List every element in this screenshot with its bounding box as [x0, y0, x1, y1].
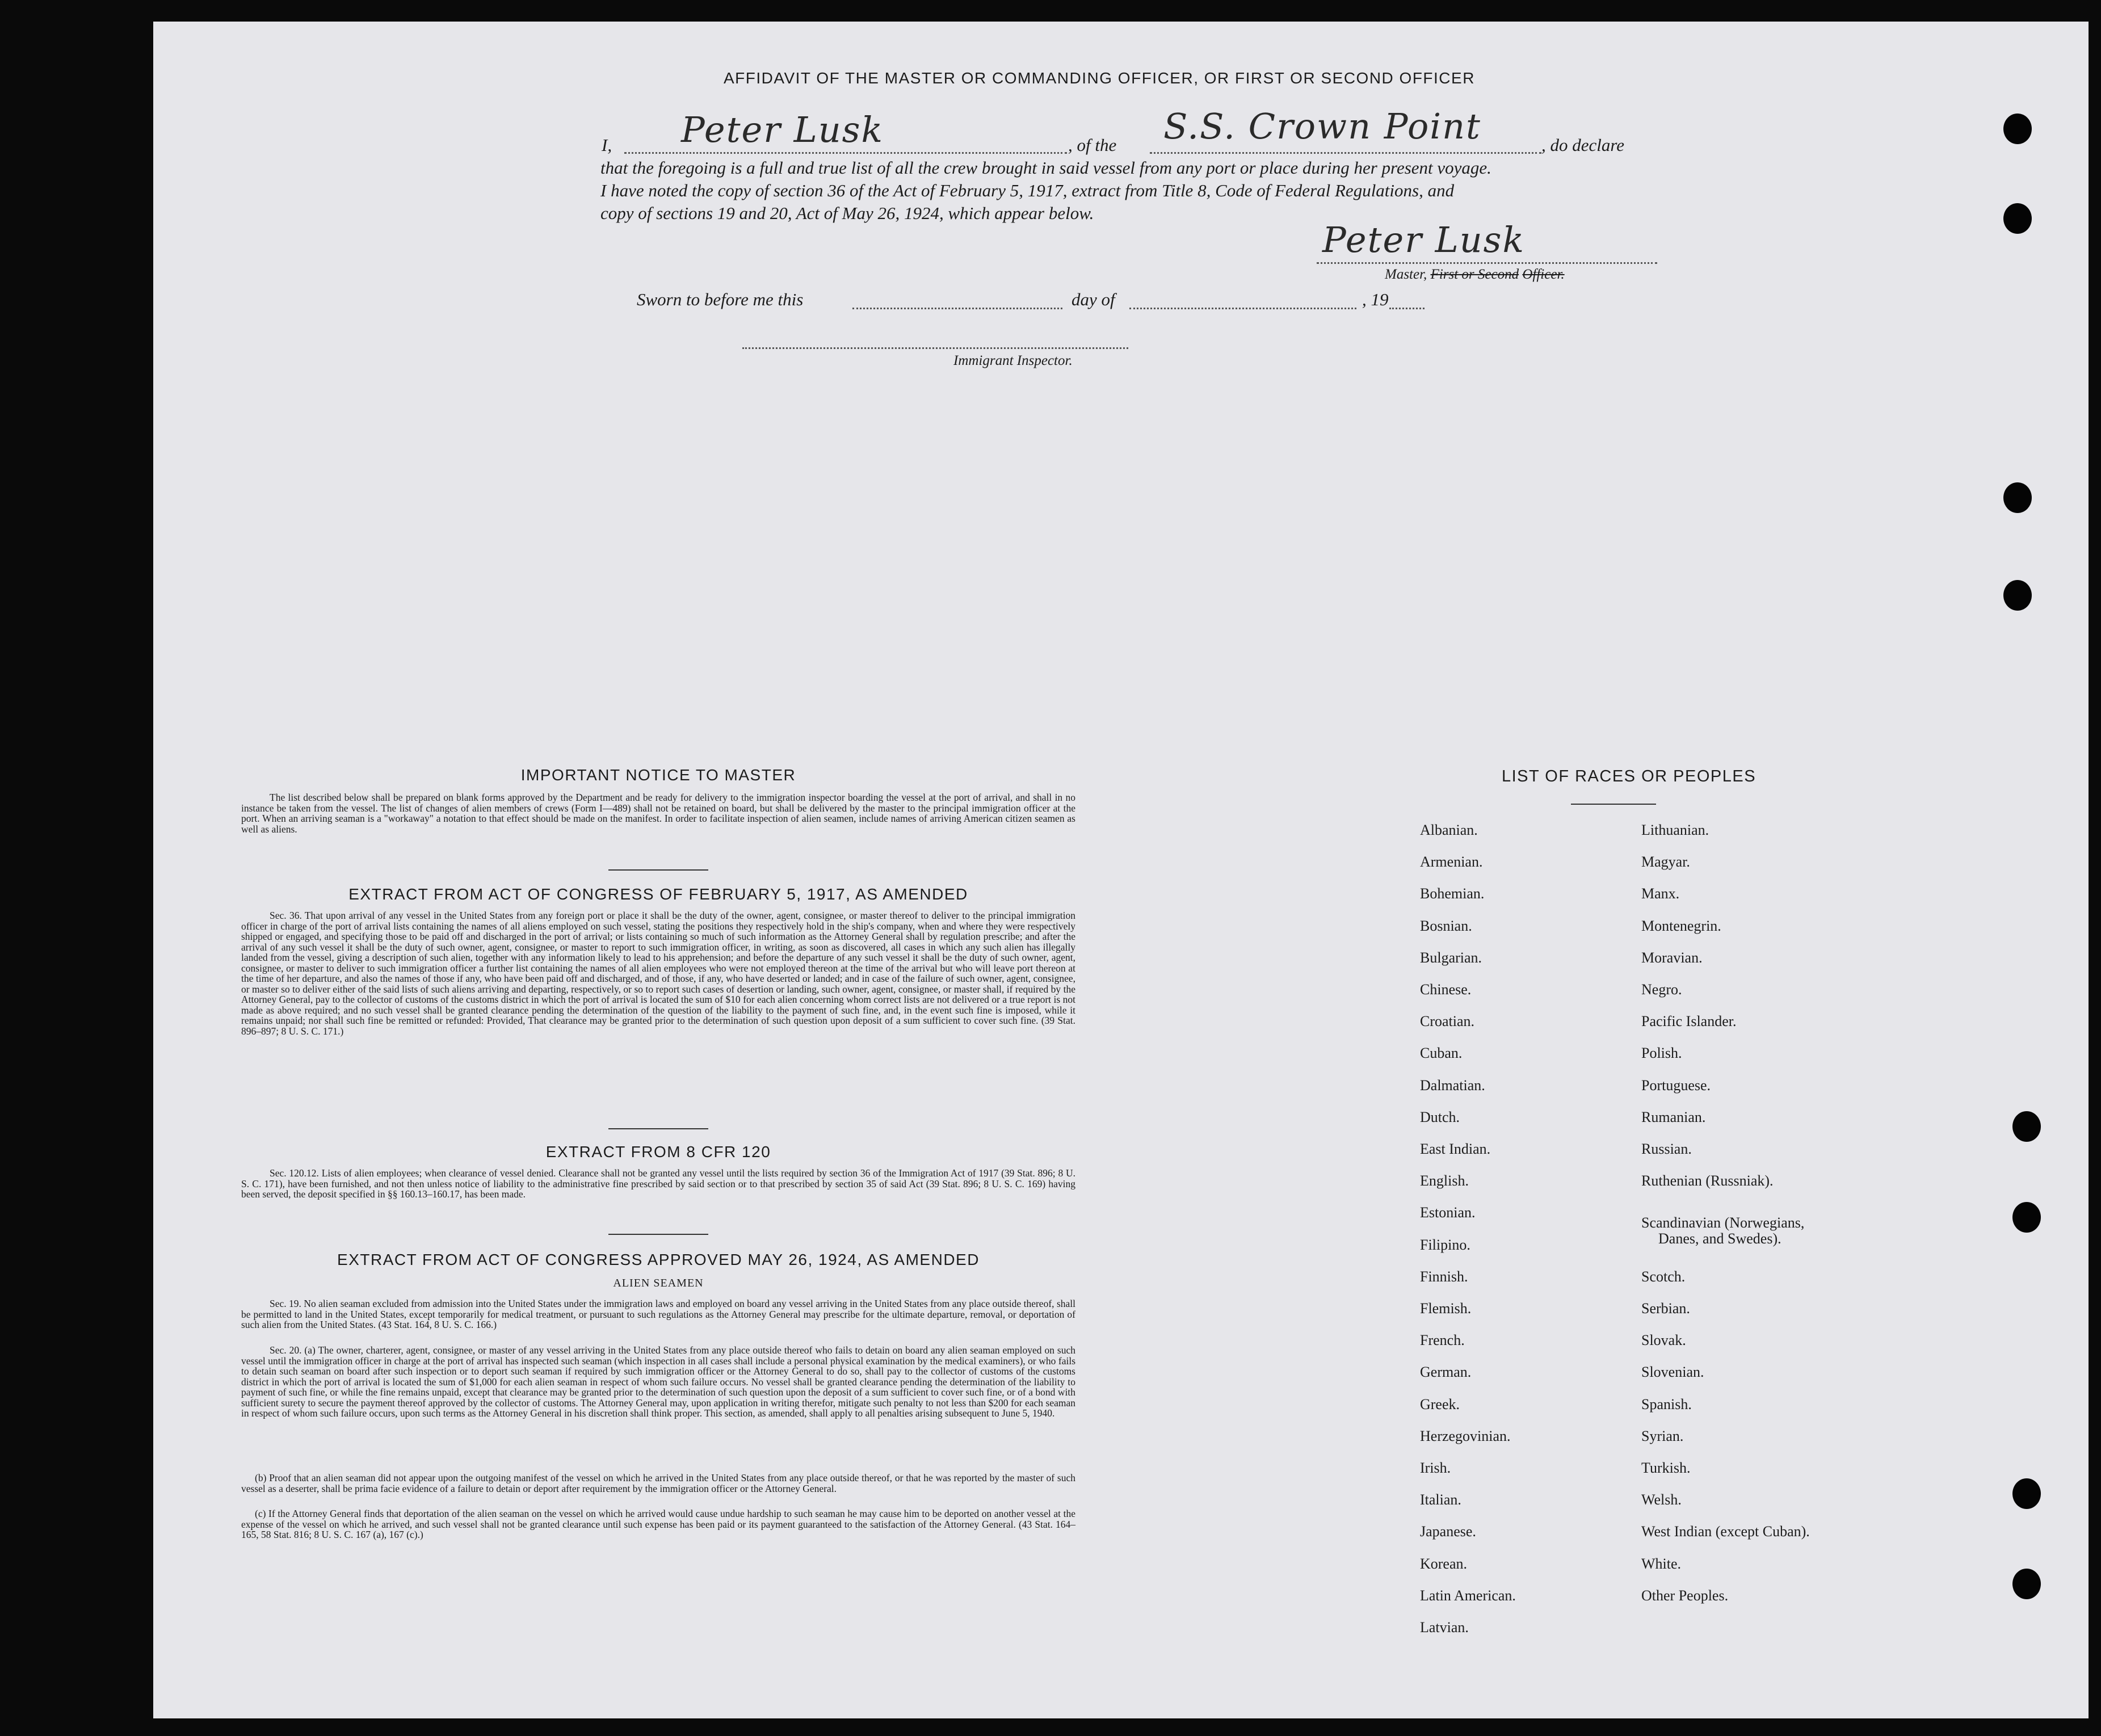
act-1924-heading: EXTRACT FROM ACT OF CONGRESS APPROVED MAY 26, 1924, AS AMENDED: [337, 1251, 980, 1268]
races-title: LIST OF RACES OR PEOPLES: [1502, 767, 1757, 785]
race-item: Italian.: [1420, 1491, 1461, 1508]
race-item: Estonian.: [1420, 1204, 1476, 1221]
divider: [608, 869, 708, 871]
race-item: West Indian (except Cuban).: [1641, 1523, 1810, 1540]
race-item: Other Peoples.: [1641, 1587, 1729, 1604]
race-item: Chinese.: [1420, 981, 1472, 998]
do-declare-text: , do declare: [1541, 135, 1625, 155]
notice-heading: IMPORTANT NOTICE TO MASTER: [520, 766, 796, 784]
race-item: Albanian.: [1420, 822, 1478, 838]
race-item: German.: [1420, 1364, 1472, 1381]
race-item: Manx.: [1641, 885, 1680, 902]
race-item: Finnish.: [1420, 1268, 1468, 1285]
race-item: Negro.: [1641, 981, 1682, 998]
race-item: French.: [1420, 1332, 1465, 1349]
notice-text: The list described below shall be prepared on blank forms approved by the Department and be ready for delivery to the immigration inspector boarding the vessel at the port of arrival, and shall in no instance be taken from the vessel. The list of changes of alien members of crews (Form I—489) shall not be retained on board, but shall be delivered by the master to the principal immigration officer at the port. When an arriving seaman is a "workaway" a notation to that effect should be made on the manifest. In order to facilitate inspection of alien seamen, include names of arriving American citizen seamen as well as aliens.: [241, 792, 1075, 835]
race-item: Bohemian.: [1420, 885, 1485, 902]
declaration-line-3: I have noted the copy of section 36 of the Act of February 5, 1917, extract from Title 8, Code of Federal Regulations, and: [600, 180, 1455, 200]
affidavit-title: AFFIDAVIT OF THE MASTER OR COMMANDING OFFICER, OR FIRST OR SECOND OFFICER: [724, 69, 1475, 87]
declaration-line-4: copy of sections 19 and 20, Act of May 26, 1924, which appear below.: [600, 203, 1094, 223]
race-item: Portuguese.: [1641, 1077, 1711, 1094]
month-line: [1129, 308, 1356, 309]
punch-hole: [2012, 1111, 2041, 1142]
race-item: Croatian.: [1420, 1013, 1475, 1030]
declaration-line-2: that the foregoing is a full and true list of all the crew brought in said vessel from any port or place during her present voyage.: [600, 158, 1491, 178]
race-item: Montenegrin.: [1641, 917, 1721, 934]
race-item: Moravian.: [1641, 949, 1703, 966]
race-item: Japanese.: [1420, 1523, 1476, 1540]
race-item: Dutch.: [1420, 1108, 1460, 1125]
punch-hole: [2012, 1569, 2041, 1599]
race-item: Magyar.: [1641, 854, 1690, 871]
race-item: Lithuanian.: [1641, 822, 1709, 838]
race-item: Rumanian.: [1641, 1108, 1706, 1125]
year-text: , 19: [1362, 289, 1389, 309]
race-item: Bulgarian.: [1420, 949, 1482, 966]
punch-hole: [2012, 1478, 2041, 1509]
master-signature: Peter Lusk: [1322, 219, 1526, 260]
name-line: [624, 152, 1067, 154]
race-item: Slovak.: [1641, 1332, 1686, 1349]
race-item: Latin American.: [1420, 1587, 1516, 1604]
act-1924-subheading: ALIEN SEAMEN: [613, 1277, 704, 1289]
punch-hole: [2003, 482, 2032, 513]
race-item: Latvian.: [1420, 1619, 1469, 1636]
race-item: Ruthenian (Russniak).: [1641, 1172, 1774, 1189]
cfr-heading: EXTRACT FROM 8 CFR 120: [545, 1143, 771, 1161]
race-item: Irish.: [1420, 1460, 1451, 1476]
of-the-text: , of the: [1068, 135, 1117, 155]
race-item: Dalmatian.: [1420, 1077, 1485, 1094]
inspector-caption: Immigrant Inspector.: [953, 353, 1073, 368]
race-item: Greek.: [1420, 1395, 1460, 1413]
race-item: Serbian.: [1641, 1300, 1690, 1317]
punch-hole: [2003, 114, 2032, 144]
sworn-text: Sworn to before me this: [637, 289, 804, 309]
race-item: Cuban.: [1420, 1045, 1463, 1062]
race-item: White.: [1641, 1555, 1682, 1572]
act-1924-sec20b: (b) Proof that an alien seaman did not appear upon the outgoing manifest of the vessel on which he arrived in the United States from any place outside thereof, or that he was reported by the master of such vessel as a deserter, shall be prima facie evidence of a failure to detain or deport after requirement by the immigration officer or the Attorney General.: [241, 1472, 1075, 1494]
race-item: Armenian.: [1420, 854, 1483, 871]
vessel-line: [1150, 152, 1541, 154]
divider: [1571, 804, 1656, 805]
race-item: Pacific Islander.: [1641, 1013, 1737, 1030]
divider: [608, 1128, 708, 1129]
act-1917-text: Sec. 36. That upon arrival of any vessel in the United States from any foreign port or place it shall be the duty of the owner, agent, consignee, or master thereof to deliver to the principal immigration officer in charge of the port of arrival lists containing the names of all aliens employed on such vessel, stating the positions they respectively hold in the ship's company, when and where they were respectively shipped or engaged, and specifying those to be paid off and discharged in the port of arrival; or lists containing so much of such information as the Attorney General shall by regulation prescribe; and after the arrival of any such vessel it shall be the duty of such owner, agent, consignee, or master to report to such immigration officer, in writing, as soon as discovered, all cases in which any such alien has illegally landed from the vessel, giving a description of such alien, together with any information likely to lead to his apprehension; and before the departure of any such vessel it shall be the duty of such owner, agent, consignee, or master to deliver to such immigration officer a further list containing the names of all alien employees who were not employed thereon at the time of the arrival but who will leave port thereon at the time of her departure, and also the names of those if any, who have been paid off and discharged, and of those, if any, who have deserted or landed; and in case of the failure of such owner, agent, consignee, or master so to deliver either of the said lists of such aliens arriving and departing, respectively, or so to report such cases of desertion or landing, such owner, agent, consignee, or master shall, if required by the Attorney General, pay to the collector of customs of the customs district in which the port of arrival is located the sum of $10 for each alien concerning whom correct lists are not delivered or a true report is not made as above required; and no such vessel shall be granted clearance pending the determination of the question of the liability to the payment of such fine, and, in the event such fine is imposed, while it remains unpaid; nor shall such fine be remitted or refunded: Provided, That clearance may be granted prior to the determination of such question upon deposit of a sum sufficient to cover such fine. (39 Stat. 896–897; 8 U. S. C. 171.): [241, 910, 1075, 1037]
race-item: Spanish.: [1641, 1395, 1692, 1413]
race-item: Slovenian.: [1641, 1364, 1704, 1381]
punch-hole: [2003, 203, 2032, 234]
day-of-text: day of: [1071, 289, 1115, 309]
punch-hole: [2012, 1202, 2041, 1233]
affidavit-i: I,: [602, 135, 612, 155]
document-page: [153, 22, 2089, 1718]
cfr-text: Sec. 120.12. Lists of alien employees; when clearance of vessel denied. Clearance shall not be granted any vessel until the lists required by section 36 of the Immigration Act of 1917 (39 Stat. 896; 8 U. S. C. 171), have been furnished, and not then unless notice of liability to the administrative fine prescribed by said section or to that prescribed by section 35 of said Act (39 Stat. 896; 8 U. S. C. 169) having been served, the deposit specified in §§ 160.13–160.17, has been made.: [241, 1167, 1075, 1200]
race-item: Flemish.: [1420, 1300, 1472, 1317]
vessel-name-handwritten: S.S. Crown Point: [1163, 106, 1481, 147]
race-item: Welsh.: [1641, 1491, 1682, 1508]
act-1924-sec19: Sec. 19. No alien seaman excluded from admission into the United States under the immigration laws and employed on board any vessel arriving in the United States from any place outside thereof, shall be permitted to land in the United States, except temporarily for medical treatment, or pursuant to such regulations as the Attorney General may prescribe for the ultimate departure, removal, or deportation of such alien from the United States. (43 Stat. 164, 8 U. S. C. 166.): [241, 1298, 1075, 1330]
act-1924-sec20c: (c) If the Attorney General finds that deportation of the alien seaman on the vessel on which he arrived would cause undue hardship to such seaman he may cause him to be deported on another vessel at the expense of the vessel on which he arrived, and such vessel shall not be granted clearance until such expense has been paid or its payment guaranteed to the satisfaction of the Attorney General. (43 Stat. 164–165, 58 Stat. 816; 8 U. S. C. 167 (a), 167 (c).): [241, 1508, 1075, 1540]
inspector-line: [742, 347, 1128, 349]
act-1924-sec20a: Sec. 20. (a) The owner, charterer, agent, consignee, or master of any vessel arriving in the United States from any place outside thereof who fails to detain on board any alien seaman employed on such vessel until the immigration officer in charge at the port of arrival has inspected such seaman (which inspection in all cases shall include a personal physical examination by the medical examiners), or who fails to detain such seaman on board after such inspection or to deport such seaman if required by such immigration officer or the Attorney General to do so, shall pay to the collector of customs of the customs district in which the port of arrival is located the sum of $1,000 for each alien seaman in respect of whom such failure occurs. No vessel shall be granted clearance pending the determination of the liability to payment of such fine, or while the fine remains unpaid, except that clearance may be granted prior to the determination of such question upon the deposit of a sum sufficient to cover such fine, or of a bond with sufficient surety to secure the payment thereof approved by the collector of customs. The Attorney General may, upon application in writing therefor, mitigate such penalty to not less than $200 for each seaman in respect of whom such failure occurs, upon such terms as the Attorney General in his discretion shall think proper. This section, as amended, shall apply to all penalties arising subsequent to June 5, 1940.: [241, 1344, 1075, 1419]
race-item: Turkish.: [1641, 1460, 1691, 1476]
race-item: English.: [1420, 1172, 1469, 1189]
signature-caption: Master, First or Second Officer.: [1385, 267, 1565, 282]
race-item: Russian.: [1641, 1141, 1692, 1157]
punch-hole: [2003, 580, 2032, 611]
race-item: Bosnian.: [1420, 917, 1472, 934]
divider: [608, 1234, 708, 1235]
race-item: Scotch.: [1641, 1268, 1686, 1285]
race-item: Polish.: [1641, 1045, 1682, 1062]
signature-line: [1317, 262, 1657, 264]
race-item: Herzegovinian.: [1420, 1427, 1511, 1444]
race-item: East Indian.: [1420, 1141, 1491, 1157]
race-item: Syrian.: [1641, 1427, 1684, 1444]
race-item: Korean.: [1420, 1555, 1468, 1572]
year-line: [1389, 308, 1425, 309]
master-name-handwritten: Peter Lusk: [681, 109, 884, 150]
act-1917-heading: EXTRACT FROM ACT OF CONGRESS OF FEBRUARY 5, 1917, AS AMENDED: [348, 885, 968, 903]
race-item: Scandinavian (Norwegians,: [1641, 1214, 1805, 1231]
sworn-day-line: [852, 308, 1062, 309]
race-item: Filipino.: [1420, 1236, 1470, 1253]
race-item: Danes, and Swedes).: [1658, 1230, 1781, 1247]
